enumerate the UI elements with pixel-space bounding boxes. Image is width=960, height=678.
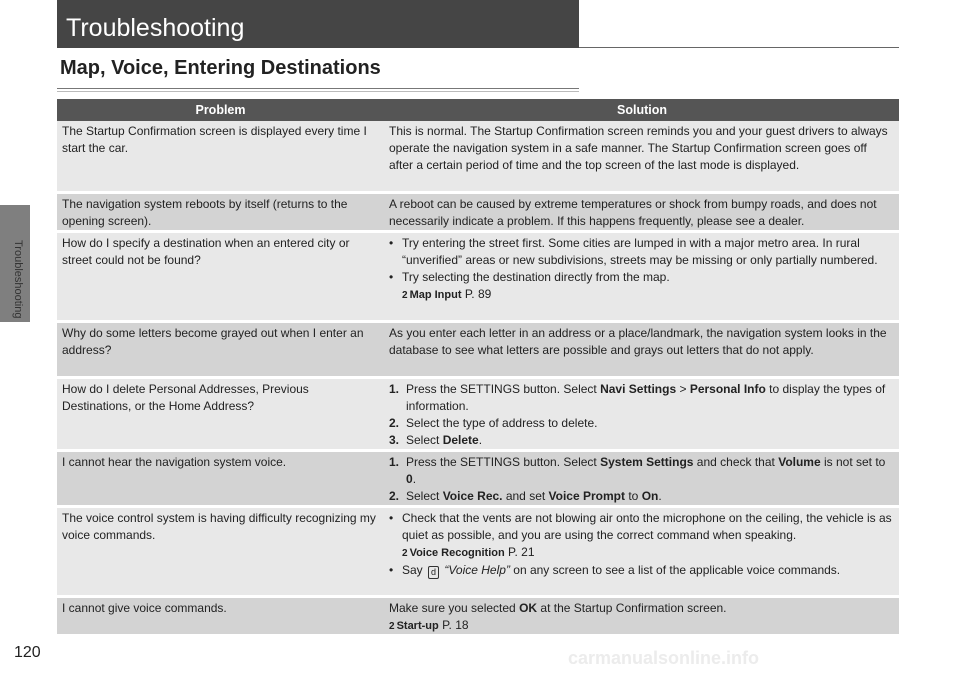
menu-name: Voice Prompt [548, 489, 625, 503]
cross-reference-link[interactable] [389, 544, 893, 562]
step-text-part: . [658, 489, 662, 503]
problem-cell: How do I delete Personal Addresses, Previous Destinations, or the Home Address? [62, 382, 309, 413]
bullet-text: Check that the vents are not blowing air onto the microphone on the ceiling, the vehicle is as quiet as possible, and you are using the correct command when speaking. [402, 511, 892, 542]
section-rule-secondary [57, 91, 579, 92]
step-text-part: Press the SETTINGS button. Select [406, 455, 601, 469]
bullet-item [389, 235, 893, 269]
bullet-item [389, 562, 893, 579]
header-solution: Solution [617, 103, 667, 117]
solution-cell [385, 452, 899, 505]
reference-arrow-icon: 2 [402, 548, 408, 559]
problem-cell: The Startup Confirmation screen is displayed every time I start the car. [62, 124, 367, 155]
problem-cell: Why do some letters become grayed out when I enter an address? [62, 326, 364, 357]
step-text: Select the type of address to delete. [406, 416, 598, 430]
page-number: 120 [14, 644, 41, 661]
button-name: OK [519, 601, 538, 615]
reference-arrow-icon: 2 [402, 290, 408, 301]
reference-label: Map Input [409, 289, 462, 301]
step-item [389, 488, 893, 505]
reference-page: P. 89 [464, 287, 492, 301]
side-section-label: Troubleshooting [12, 240, 24, 319]
bullet-marker: • [389, 236, 394, 250]
table-row [57, 379, 899, 452]
step-number: 2. [389, 416, 400, 430]
table-row [57, 194, 899, 233]
reference-label: Start-up [396, 620, 439, 632]
step-text [406, 488, 662, 505]
table-row [57, 508, 899, 598]
step-text [406, 381, 893, 415]
step-text-part: Select [406, 433, 443, 447]
table-row [57, 233, 899, 323]
bullet-text-part: on any screen to see a list of the applicable voice commands. [509, 563, 841, 577]
menu-name: Voice Rec. [442, 489, 503, 503]
step-text [406, 454, 893, 488]
setting-value: 0 [406, 472, 413, 486]
step-number: 2. [389, 489, 400, 503]
solution-cell: As you enter each letter in an address or a place/landmark, the navigation system looks in the database to see what letters are possible and grays out letters that do not apply. [389, 326, 887, 357]
bullet-text: Try selecting the destination directly from the map. [402, 270, 670, 284]
step-number: 3. [389, 433, 400, 447]
talk-button-icon: d [428, 566, 439, 579]
cross-reference-link[interactable] [389, 286, 893, 304]
step-number: 1. [389, 455, 400, 469]
solution-text-part: Make sure you selected [389, 601, 520, 615]
menu-name: Personal Info [689, 382, 766, 396]
step-text-part: and set [502, 489, 549, 503]
step-text-part: and check that [693, 455, 779, 469]
step-text-part: is not set to [820, 455, 886, 469]
voice-command: “Voice Help” [444, 563, 510, 577]
bullet-item [389, 510, 893, 544]
step-item [389, 454, 893, 488]
step-text-part: Press the SETTINGS button. Select [406, 382, 601, 396]
table-row [57, 121, 899, 194]
setting-value: On [641, 489, 659, 503]
reference-page: P. 18 [442, 618, 469, 632]
solution-cell [385, 598, 899, 634]
bullet-text-part: Say [402, 563, 427, 577]
menu-name: Delete [442, 433, 479, 447]
bullet-marker: • [389, 563, 394, 577]
step-number: 1. [389, 382, 400, 396]
menu-name: Volume [778, 455, 821, 469]
reference-label: Voice Recognition [409, 547, 505, 559]
section-title: Map, Voice, Entering Destinations [60, 57, 381, 79]
problem-cell: I cannot hear the navigation system voice. [62, 455, 287, 469]
table-row [57, 452, 899, 508]
chapter-banner: Troubleshooting [57, 0, 579, 48]
table-header [57, 99, 899, 121]
table-row [57, 598, 899, 637]
bullet-marker: • [389, 270, 394, 284]
banner-rule [579, 47, 899, 48]
step-text [406, 432, 482, 449]
bullet-item [389, 269, 893, 286]
step-text-part: . [478, 433, 483, 447]
table-row [57, 323, 899, 379]
solution-cell: A reboot can be caused by extreme temperatures or shock from bumpy roads, and does not necessarily indicate a problem. If this happens frequently, please see a dealer. [389, 197, 877, 228]
step-item [389, 381, 893, 415]
bullet-text [402, 562, 840, 579]
step-item [389, 415, 893, 432]
header-problem: Problem [195, 103, 246, 117]
problem-cell: How do I specify a destination when an entered city or street could not be found? [62, 236, 350, 267]
step-text-part: . [412, 472, 417, 486]
menu-name: Navi Settings [600, 382, 677, 396]
problem-cell: I cannot give voice commands. [62, 601, 227, 615]
step-text-part: to display the types of information. [406, 382, 886, 413]
solution-cell [385, 379, 899, 449]
cross-reference-link[interactable] [389, 617, 893, 635]
watermark: carmanualsonline.info [568, 648, 760, 668]
reference-arrow-icon: 2 [389, 621, 395, 632]
step-text-part: to [625, 489, 642, 503]
solution-text [389, 600, 893, 617]
problem-cell: The navigation system reboots by itself (returns to the opening screen). [62, 197, 348, 228]
solution-cell [385, 233, 899, 320]
menu-name: System Settings [600, 455, 694, 469]
solution-cell [385, 508, 899, 595]
step-text-part: > [676, 382, 690, 396]
problem-cell: The voice control system is having difficulty recognizing my voice commands. [62, 511, 376, 542]
bullet-marker: • [389, 511, 394, 525]
bullet-text: Try entering the street first. Some cities are lumped in with a major metro area. In rural “unverified” areas or new subdivisions, streets may be missing or only partially numbered. [402, 236, 878, 267]
solution-cell: This is normal. The Startup Confirmation screen reminds you and your guest drivers to always operate the navigation system in a safe manner. The Startup Confirmation screen goes off after a certain period of time and the top screen of the last mode is displayed. [389, 124, 888, 172]
troubleshooting-table [57, 99, 899, 637]
solution-text-part: at the Startup Confirmation screen. [537, 601, 727, 615]
step-text-part: Select [406, 489, 443, 503]
reference-page: P. 21 [508, 545, 535, 559]
section-rule [57, 88, 579, 89]
step-item [389, 432, 893, 449]
